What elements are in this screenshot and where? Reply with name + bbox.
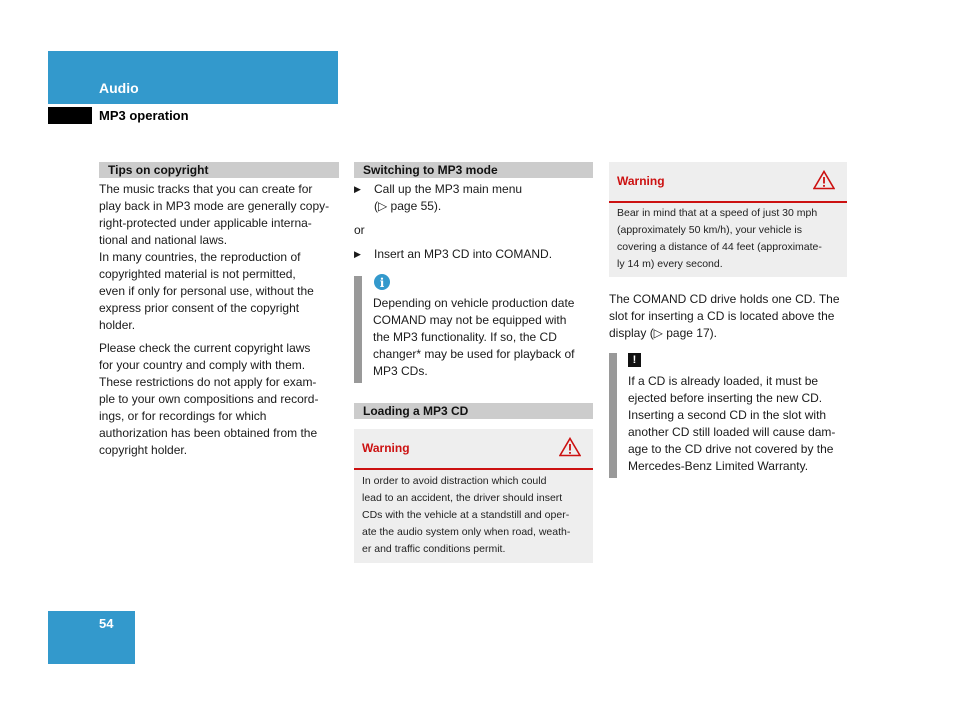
info-note-text: Depending on vehicle production date COMAND may not be equipped with the MP3 functionality. If so, the CD changer* may be used for playback of MP3 CDs. — [373, 296, 575, 378]
warning-text: In order to avoid distraction which could lead to an accident, the driver should insert CDs with the vehicle at a standstill and oper- ate the audio system only when road, weath- er and traffic conditions permit. — [362, 475, 571, 555]
or-text: or — [354, 223, 365, 237]
header-marker — [48, 107, 92, 124]
warning-label: Warning — [362, 441, 410, 455]
caution-note-text: If a CD is already loaded, it must be ejected before inserting the new CD. Inserting a second CD in the slot with another CD still loaded will cause dam- age to the CD drive not covered by the Mercedes-Benz Limited Warranty. — [628, 374, 836, 473]
caution-icon: ! — [628, 353, 641, 367]
note-sidebar — [609, 353, 617, 478]
warning-triangle-icon — [813, 170, 835, 195]
page-number: 54 — [99, 616, 114, 631]
warning-box-speed — [609, 162, 847, 277]
heading-tips-on-copyright: Tips on copyright — [99, 162, 339, 178]
copyright-paragraph-2: Please check the current copyright laws for your country and comply with them. These restrictions do not apply for exam- ple to your own compositions and record- ings, or for recordings for which authorization has been obtained from the copyright holder. — [99, 341, 319, 457]
page-number-band — [48, 611, 135, 664]
section-title: MP3 operation — [99, 108, 189, 123]
heading-switching-to-mp3: Switching to MP3 mode — [354, 162, 593, 178]
bullet-arrow-icon: ▶ — [354, 184, 361, 194]
header-band — [48, 51, 338, 104]
bullet-arrow-icon: ▶ — [354, 249, 361, 259]
info-sidebar — [354, 276, 362, 383]
warning-header — [354, 429, 593, 470]
warning-text: Bear in mind that at a speed of just 30 mph (approximately 50 km/h), your vehicle is covering a distance of 44 feet (approximate- ly 14 m) every second. — [617, 207, 822, 270]
cd-drive-paragraph: The COMAND CD drive holds one CD. The slot for inserting a CD is located above the display (▷ page 17). — [609, 292, 840, 340]
warning-label: Warning — [617, 174, 665, 188]
chapter-title: Audio — [99, 80, 139, 96]
warning-header — [609, 162, 847, 203]
warning-box-distraction — [354, 429, 593, 563]
warning-triangle-icon — [559, 437, 581, 462]
heading-loading-mp3-cd: Loading a MP3 CD — [354, 403, 593, 419]
svg-text:i: i — [379, 276, 385, 290]
info-icon — [373, 273, 391, 296]
copyright-paragraph-1: The music tracks that you can create for play back in MP3 mode are generally copy- right-protected under applicable interna- tional and national laws. In many countries, the reproduction of copyrighted material is not permitted, even if only for personal use, without the express prior consent of the copyright holder. — [99, 182, 330, 332]
